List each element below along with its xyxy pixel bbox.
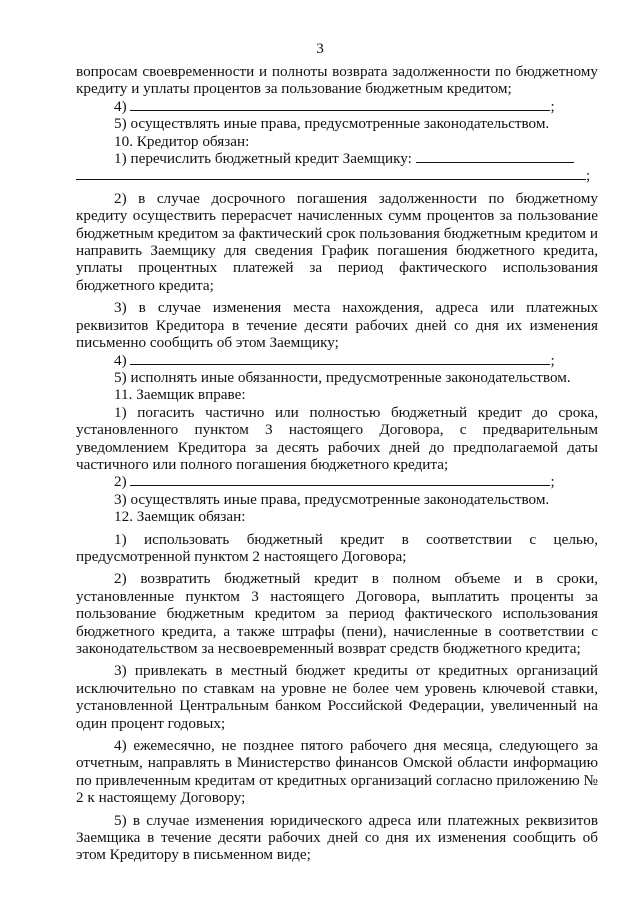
section-heading-12: 12. Заемщик обязан: (114, 508, 246, 526)
paragraph-blank-4: 4) ; (114, 97, 555, 115)
paragraph-item-3-rights: 3) осуществлять иные права, предусмотренные законодательством. (114, 490, 550, 508)
paragraph-address-change: 3) в случае изменения места нахождения, адреса или платежных реквизитов Кредитора в течение десяти рабочих дней со дня их изменения письменно сообщить об этом Заемщику; (76, 299, 598, 352)
paragraph-monthly-report: 4) ежемесячно, не позднее пятого рабочего дня месяца, следующего за отчетным, направлять в Министерство финансов Омской области информацию по привлеченным кредитам от кредитных организаций согласно приложению № 2 к настоящему Договору; (76, 737, 598, 807)
paragraph-legal-address-change: 5) в случае изменения юридического адреса или платежных реквизитов Заемщика в течение десяти рабочих дней со дня их изменения сообщить об этом Кредитору в письменном виде; (76, 811, 598, 864)
fill-in-blank-line (416, 150, 574, 163)
paragraph-return-credit: 2) возвратить бюджетный кредит в полном объеме и в сроки, установленные пунктом 3 настоящего Договора, выплатить проценты за пользование бюджетным кредитом за период фактического использования бюджетного кредита, а также штрафы (пени), начисленные в соответствии с законодательством за несвоевременный возврат средств бюджетного кредита; (76, 570, 598, 657)
paragraph-item-5-rights: 5) осуществлять иные права, предусмотренные законодательством. (114, 115, 550, 133)
paragraph-blank-4b: 4) ; (114, 351, 555, 369)
paragraph-transfer-credit-cont: ; (76, 167, 598, 184)
fill-in-blank-line (130, 352, 550, 365)
paragraph-transfer-credit: 1) перечислить бюджетный кредит Заемщику: (76, 150, 598, 167)
fill-in-blank-line (130, 98, 550, 111)
paragraph-use-credit: 1) использовать бюджетный кредит в соответствии с целью, предусмотренной пунктом 2 настоящего Договора; (76, 530, 598, 565)
section-heading-11: 11. Заемщик вправе: (114, 386, 246, 404)
page-number: 3 (316, 40, 324, 57)
paragraph-item-5-duties: 5) исполнять иные обязанности, предусмотренные законодательством. (114, 368, 571, 386)
paragraph-continuation: вопросам своевременности и полноты возврата задолженности по бюджетному кредиту и уплаты процентов за пользование бюджетным кредитом; (76, 63, 598, 98)
document-body (76, 63, 598, 864)
paragraph-attract-credits: 3) привлекать в местный бюджет кредиты от кредитных организаций исключительно по ставкам на уровне не более чем уровень ключевой ставки, установленной Центральным банком Российской Федерации, увеличенный на один процент годовых; (76, 662, 598, 732)
paragraph-early-payoff: 1) погасить частично или полностью бюджетный кредит до срока, установленного пунктом 3 настоящего Договора, с предварительным уведомлением Кредитора за десять рабочих дней до предполагаемой даты частичного или полного погашения бюджетного кредита; (76, 403, 598, 473)
paragraph-early-repayment: 2) в случае досрочного погашения задолженности по бюджетному кредиту осуществить перерасчет начисленных сумм процентов за пользование бюджетным кредитом за фактический срок пользования бюджетным кредитом и направить Заемщику для сведения График погашения бюджетного кредита, уплаты процентных платежей за период фактического использования бюджетного кредита; (76, 189, 598, 294)
fill-in-blank-line (76, 167, 586, 180)
section-heading-10: 10. Кредитор обязан: (114, 132, 250, 150)
fill-in-blank-line (130, 473, 550, 486)
paragraph-blank-2: 2) ; (114, 473, 555, 491)
